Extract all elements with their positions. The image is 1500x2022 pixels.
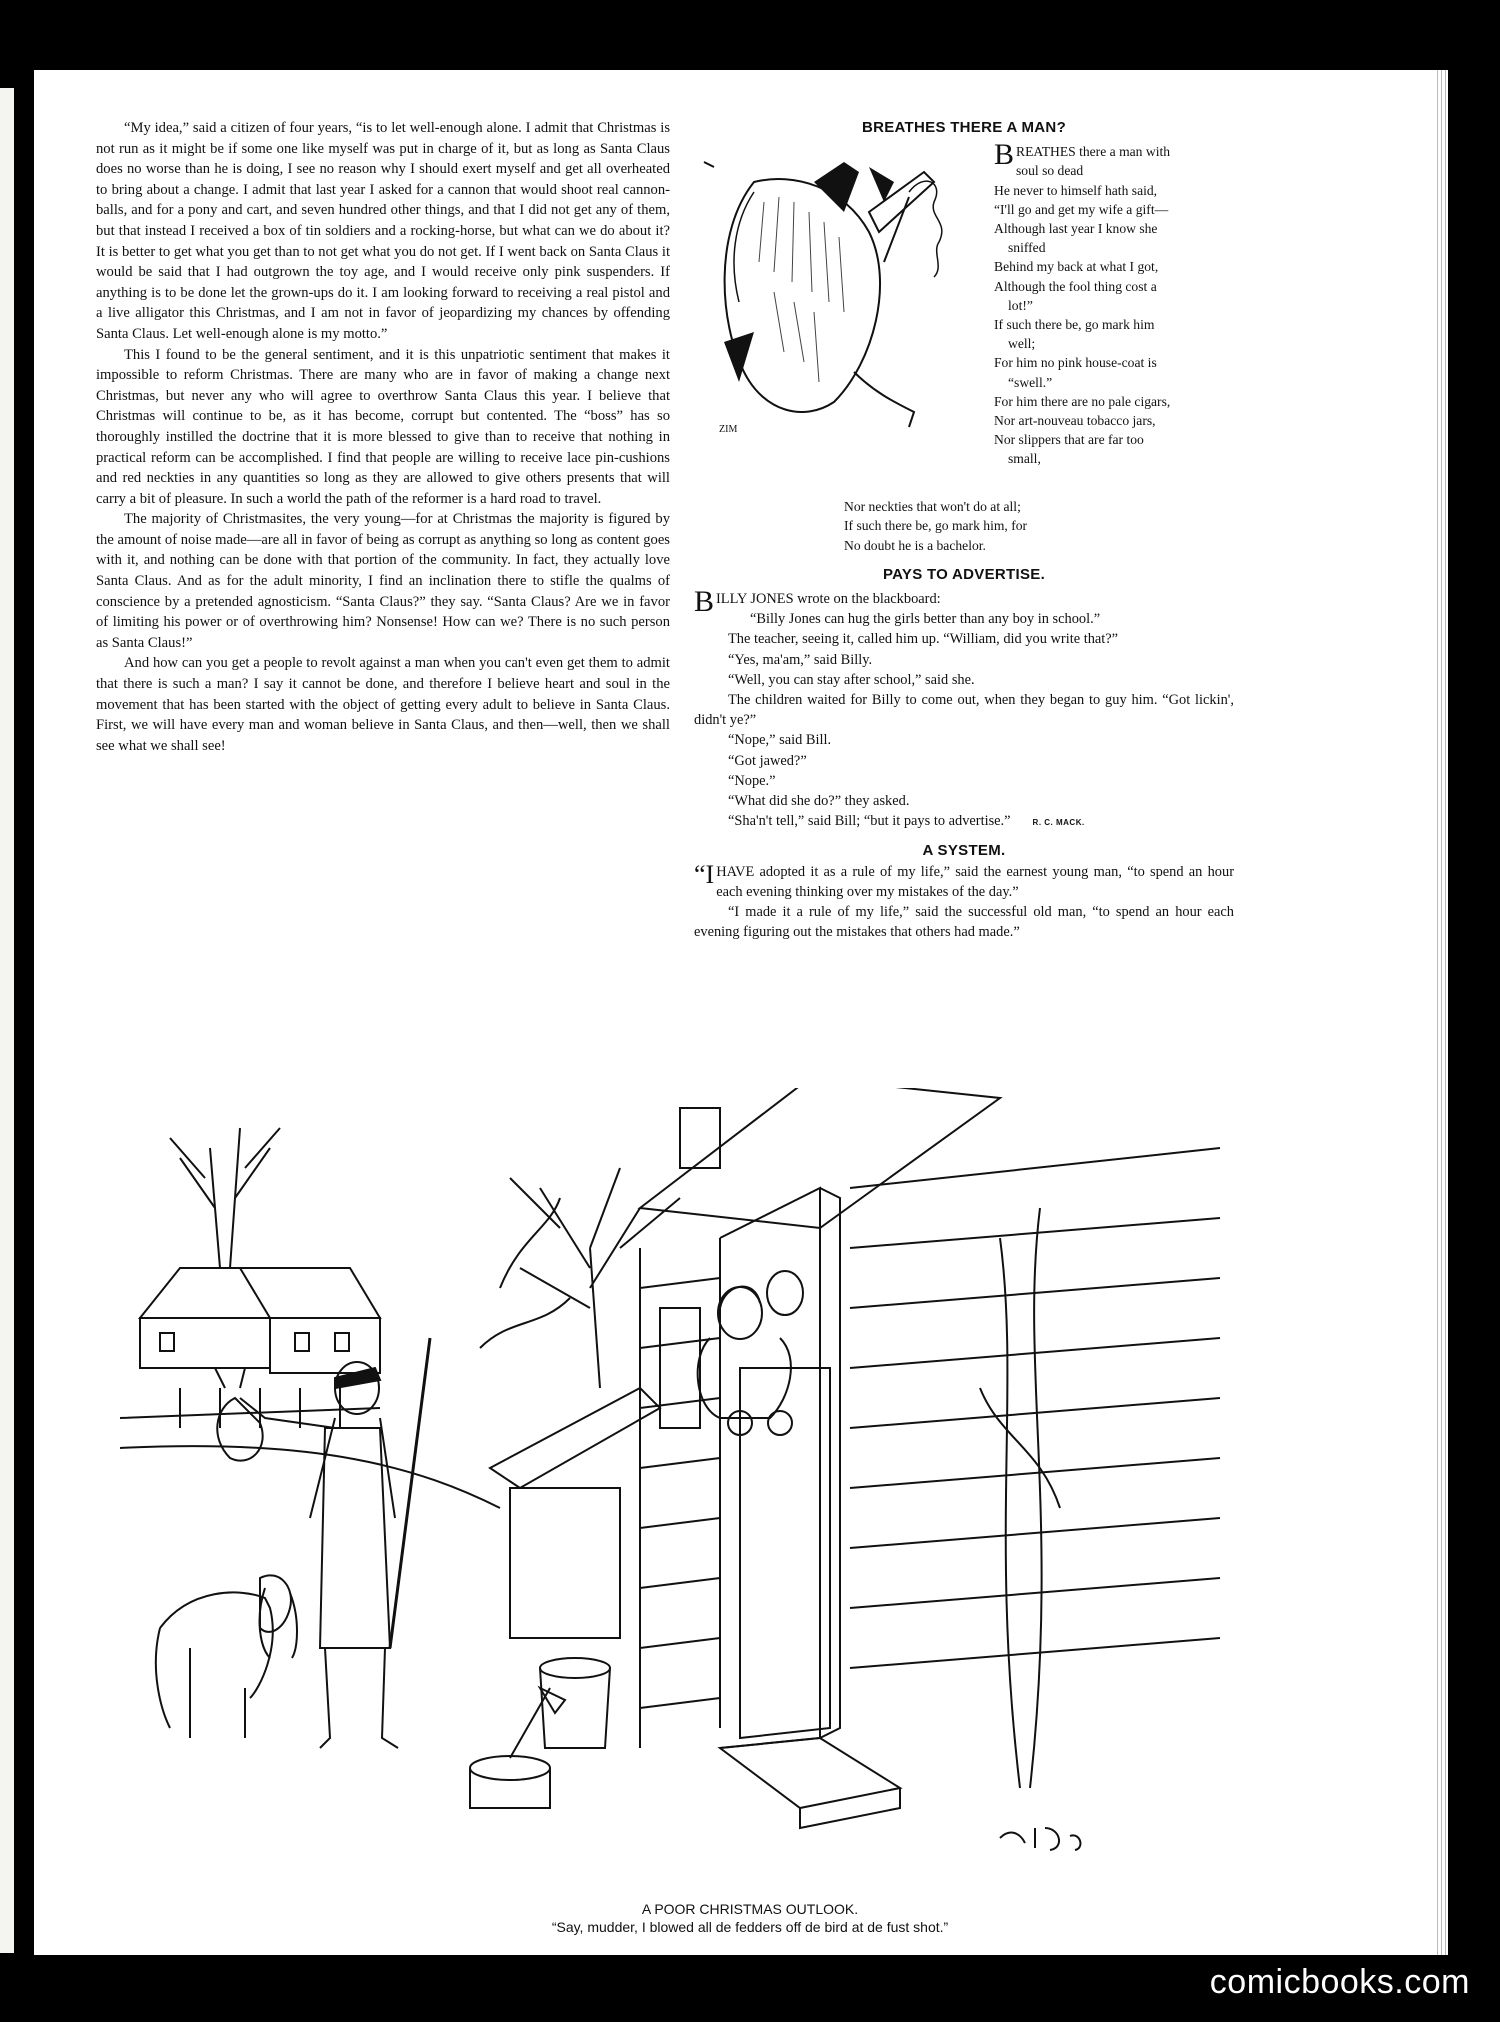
advertise-story <box>694 585 1234 833</box>
poem-line: “I'll go and get my wife a gift— <box>994 201 1169 217</box>
illustration-caption <box>100 1900 1400 1936</box>
story-paragraph <box>694 811 1234 833</box>
story-paragraph <box>694 585 1234 619</box>
system-first-paragraph: HAVE adopted it as a rule of my life,” said the earnest young man, “to spend an hour each evening thinking over my mistakes of the day.” <box>716 863 1234 900</box>
system-dropcap: “I <box>694 859 715 889</box>
caption-quote: “Say, mudder, I blowed all de fedders off de bird at de fust shot.” <box>551 1919 949 1935</box>
poem-dropcap: B <box>994 138 1015 172</box>
advertise-dropcap: B <box>694 585 715 619</box>
previous-page-edge <box>0 88 14 1953</box>
poem-line: For him there are no pale cigars, <box>994 393 1171 409</box>
right-column <box>694 118 1234 942</box>
story-first-line: ILLY JONES wrote on the blackboard: <box>716 591 941 608</box>
poem-block <box>694 138 1234 497</box>
poem-line: Behind my back at what I got, <box>994 259 1159 275</box>
poem-line: Nor neckties that won't do at all; <box>844 499 1021 515</box>
poem-line: Although the fool thing cost a <box>994 278 1157 294</box>
story-paragraph: “Got jawed?” <box>728 752 807 769</box>
author-credit: R. C. MACK. <box>1032 818 1085 828</box>
story-paragraph: “What did she do?” they asked. <box>728 793 910 810</box>
advertise-heading: PAYS TO ADVERTISE. <box>882 565 1046 583</box>
poem-line: Nor slippers that are far too <box>994 432 1144 448</box>
smoking-man-illustration <box>694 142 984 442</box>
story-paragraph: “Well, you can stay after school,” said she. <box>728 671 975 688</box>
svg-text:ZIM: ZIM <box>719 424 738 436</box>
poem-line: For him no pink house-coat is <box>994 355 1157 371</box>
santa-claus-essay <box>96 118 670 756</box>
story-last-line: “Sha'n't tell,” said Bill; “but it pays to advertise.” <box>728 813 1011 830</box>
story-paragraph: “I made it a rule of my life,” said the successful old man, “to spend an hour each evening figuring out the mistakes that others had made.” <box>694 904 1234 941</box>
story-paragraph: “Yes, ma'am,” said Billy. <box>728 651 873 668</box>
story-paragraph: “Nope.” <box>728 772 776 789</box>
essay-paragraph: The majority of Christmasites, the very young—for at Christmas the majority is figured by the amount of noise made—are all in favor of being as corrupt as anything so long as content goes with it, and nothing can be done with that portion of the community. In fact, they actually love Santa Claus. And as for the adult minority, I find an inclination there to stifle the qualms of conscience by a pretended agnosticism. “Santa Claus?” they say. “Santa Claus? Are we in favor of limiting his power or of overthrowing him? Nonsense! How can we? There is no such person as Santa Claus!” <box>96 511 670 651</box>
poem-heading: BREATHES THERE A MAN? <box>861 119 1067 136</box>
essay-paragraph: This I found to be the general sentiment, and it is this unpatriotic sentiment that makes it impossible to reform Christmas. There are many who are in favor of making a change next Christmas, but never any who will agree to overthrow Santa Claus this year. I believe that Christmas will continue to be, as it has become, corrupt but contented. The “boss” has so thoroughly instilled the doctrine that it is more blessed to give than to receive that nothing in practical reform can be accomplished. I find that people are willing to receive lace pin-cushions and red neckties in any quantities so long as they are allowed to give others presents that will carry a bit of pleasure. In such a world the path of the reformer is a hard road to travel. <box>96 346 670 507</box>
poor-christmas-outlook-illustration <box>120 1088 1240 1888</box>
poem-line: If such there be, go mark him <box>994 317 1155 333</box>
essay-paragraph: And how can you get a people to revolt against a man when you can't even get them to admit that there is such a man? I say it cannot be done, and therefore I believe heart and soul in the movement that has been started with the object of getting every adult to believe in Santa Claus. First, we will have every man and woman believe in Santa Claus, and then—well, then we shall see what we shall see! <box>96 655 670 754</box>
poem-line: No doubt he is a bachelor. <box>844 537 986 553</box>
poem-line: well; <box>1008 336 1036 352</box>
poem-ending <box>844 497 1234 555</box>
poem-line: If such there be, go mark him, for <box>844 518 1028 534</box>
story-paragraph <box>694 859 1234 902</box>
essay-paragraph: “My idea,” said a citizen of four years, “is to let well-enough alone. I admit that Christmas is not run as it might be if some one like myself was put in charge of it, but as long as Santa Claus does no worse than he is doing, I see no reason why I should exert myself and get all overheated to bring about a change. I admit that last year I asked for a cannon that would shoot real cannon-balls, and for a pony and cart, and seven hundred other things, and that I did not get any of them, but that instead I received a box of tin soldiers and a rocking-horse, but what can we do about it? It is better to get what you get than to not get what you do not get. If I went back on Santa Claus it would be said that I had outgrown the toy age, and I would receive only pink suspenders. If anything is to be done let the grown-ups do it. I am looking forward to receiving a real pistol and a live alligator this Christmas, and I am not in favor of jeopardizing my chances by offending Santa Claus. Let well-enough alone is my motto.” <box>96 120 670 342</box>
poem-line: REATHES there a man with <box>1016 144 1171 160</box>
poem-line: Nor art-nouveau tobacco jars, <box>994 413 1156 429</box>
poem-line: sniffed <box>1008 240 1046 256</box>
story-paragraph: “Billy Jones can hug the girls better than any boy in school.” <box>750 611 1101 628</box>
system-story <box>694 859 1234 943</box>
poem-line: soul so dead <box>1016 163 1084 179</box>
story-paragraph: The teacher, seeing it, called him up. “William, did you write that?” <box>728 631 1119 648</box>
poem-line: small, <box>1008 451 1041 467</box>
story-paragraph: The children waited for Billy to come out, when they began to guy him. “Got lickin', didn't ye?” <box>694 692 1234 729</box>
site-watermark: comicbooks.com <box>1209 1963 1470 2001</box>
poem-line: Although last year I know she <box>994 221 1158 237</box>
caption-title: A POOR CHRISTMAS OUTLOOK. <box>641 1901 859 1917</box>
system-heading: A SYSTEM. <box>922 842 1006 860</box>
poem-line: “swell.” <box>1008 374 1053 390</box>
story-paragraph: “Nope,” said Bill. <box>728 732 832 749</box>
poem-line: He never to himself hath said, <box>994 182 1158 198</box>
poem-line: lot!” <box>1008 297 1033 313</box>
page-stack-edges <box>1434 70 1448 1955</box>
poem-text <box>994 138 1234 468</box>
